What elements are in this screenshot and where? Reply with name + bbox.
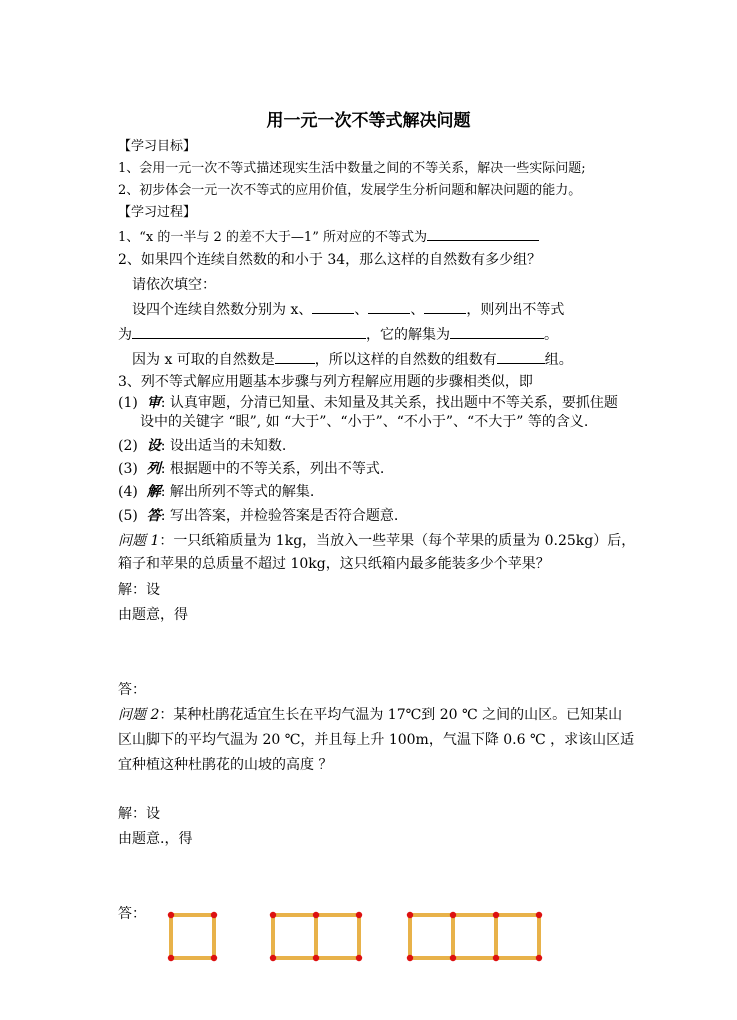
step-number: (5) <box>118 508 138 524</box>
fill-prompt: 请依次填空： <box>132 277 216 293</box>
match-head <box>211 955 217 961</box>
step-text: : 认真审题，分清已知量、未知量及其关系，找出题中不等关系，要抓住题 <box>160 395 618 411</box>
step-text: : 写出答案，并检验答案是否符合题意. <box>160 508 399 524</box>
problem-2: 2、如果四个连续自然数的和小于 34，那么这样的自然数有多少组？ <box>118 252 542 268</box>
answer-label: 答： <box>118 682 146 698</box>
question-label: 问题 2 <box>118 707 160 723</box>
process-heading: 【学习过程】 <box>118 205 197 220</box>
match-head <box>450 912 456 918</box>
fill-text: 组。 <box>544 352 573 368</box>
fill-text: ，所以这样的自然数的组数有 <box>314 352 497 368</box>
match-head <box>450 955 456 961</box>
fill-text: 。 <box>544 327 558 343</box>
match-head <box>270 955 276 961</box>
match-head <box>536 912 542 918</box>
question-label: 问题 1 <box>118 533 160 549</box>
fill-text: ，则列出不等式 <box>466 302 565 318</box>
match-head <box>536 955 542 961</box>
fill-separator: 、 <box>410 302 425 318</box>
match-head <box>211 912 217 918</box>
match-head <box>493 912 499 918</box>
solution-label: 解：设 <box>118 806 160 822</box>
step-keyword: 审 <box>146 395 161 411</box>
fill-text: 为 <box>118 327 132 343</box>
match-head <box>356 955 362 961</box>
match-head <box>168 955 174 961</box>
match-head <box>313 912 319 918</box>
step-number: (3) <box>118 461 138 477</box>
match-head <box>407 955 413 961</box>
goal-item-1: 1、会用一元一次不等式描述现实生活中数量之间的不等关系，解决一些实际问题; <box>118 161 586 176</box>
match-head <box>493 955 499 961</box>
fill-separator: 、 <box>354 302 369 318</box>
problem-3: 3、列不等式解应用题基本步骤与列方程解应用题的步骤相类似，即 <box>118 374 533 390</box>
problem-1-text: 1、“x 的一半与 2 的差不大于—1” 所对应的不等式为 <box>118 230 427 245</box>
match-head <box>270 912 276 918</box>
fill-text: 设四个连续自然数分别为 x、 <box>132 302 313 318</box>
question-2-line-2: 区山脚下的平均气温为 20 ℃，并且每上升 100m，气温下降 0.6 ℃ ，求该山区适 <box>118 732 635 748</box>
goal-heading: 【学习目标】 <box>118 139 197 154</box>
fill-text: 因为 x 可取的自然数是 <box>132 352 275 368</box>
page-title: 用一元一次不等式解决问题 <box>266 111 471 131</box>
goal-item-2: 2、初步体会一元一次不等式的应用价值，发展学生分析问题和解决问题的能力。 <box>118 183 582 198</box>
step-keyword: 解 <box>146 484 161 500</box>
step-keyword: 列 <box>146 461 161 477</box>
question-text: ：某种杜鹃花适宜生长在平均气温为 17℃到 20 ℃ 之间的山区。已知某山 <box>159 707 623 723</box>
answer-label: 答： <box>118 906 146 922</box>
step-text: : 设出适当的未知数. <box>160 438 287 454</box>
step-number: (4) <box>118 484 138 500</box>
question-1-line-2: 箱子和苹果的总质量不超过 10kg，这只纸箱内最多能装多少个苹果？ <box>118 556 550 572</box>
step-keyword: 答 <box>146 508 161 524</box>
match-head <box>407 912 413 918</box>
step-text: : 根据题中的不等关系，列出不等式. <box>160 461 385 477</box>
step-number: (1) <box>118 395 138 411</box>
match-head <box>168 912 174 918</box>
match-head <box>313 955 319 961</box>
step-1-cont: 设中的关键字 “眼”, 如 “大于”、“小于”、“不小于”、“不大于” 等的含义. <box>140 414 589 430</box>
equation-label: 由题意，得 <box>118 607 188 623</box>
fill-text: ，它的解集为 <box>366 327 450 343</box>
question-text: ：一只纸箱质量为 1kg，当放入一些苹果（每个苹果的质量为 0.25kg）后， <box>159 533 636 549</box>
equation-label: 由题意.，得 <box>118 831 193 847</box>
step-keyword: 设 <box>146 438 161 454</box>
match-head <box>356 912 362 918</box>
question-2-line-3: 宜种植这种杜鹃花的山坡的高度 ？ <box>118 757 333 773</box>
step-text: : 解出所列不等式的解集. <box>160 484 315 500</box>
step-number: (2) <box>118 438 138 454</box>
solution-label: 解：设 <box>118 582 160 598</box>
